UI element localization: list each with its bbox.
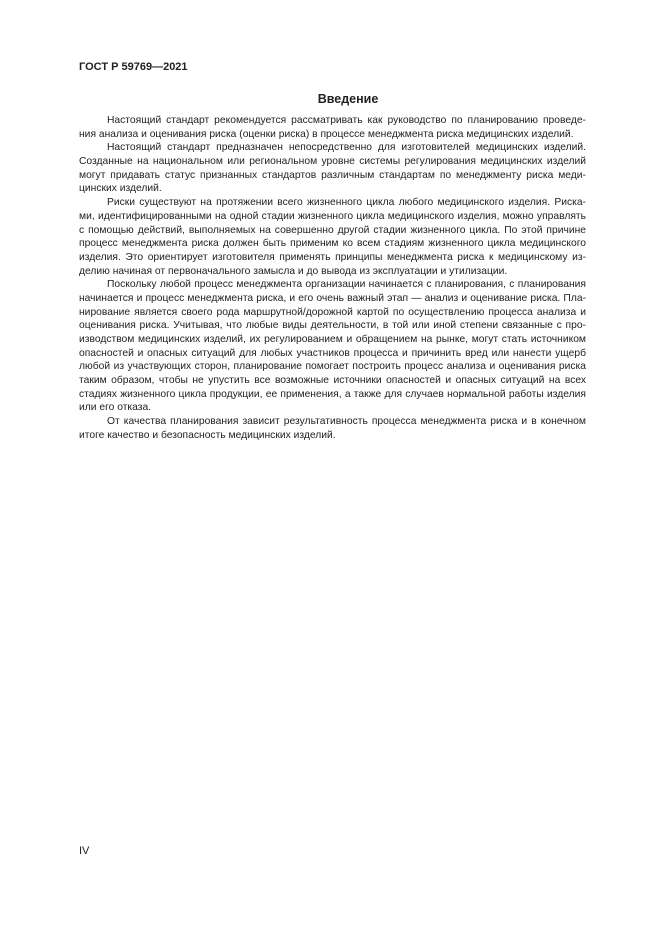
section-title: Введение xyxy=(317,92,379,106)
text-line: опасностей и опасных ситуаций для любых участников процесса и причинить вред или нанести ущерб xyxy=(79,347,586,359)
paragraph xyxy=(79,278,586,415)
document-code: ГОСТ Р 59769—2021 xyxy=(79,61,188,73)
text-line: ми, идентифицированными на одной стадии жизненного цикла медицинского изделия, можно управлять xyxy=(79,210,586,222)
text-line: могут придавать статус признанных стандартов различным стандартам по менеджменту риска меди- xyxy=(79,169,586,181)
text-line: цинских изделий. xyxy=(79,183,162,195)
text-line: От качества планирования зависит результативность процесса менеджмента риска и в конечном xyxy=(107,416,586,428)
text-line: ния анализа и оценивания риска (оценки риска) в процессе менеджмента риска медицинских изделий. xyxy=(79,128,574,140)
document-body xyxy=(79,114,586,443)
text-line: любой из участвующих сторон, планирование помогает построить процесс анализа и оценивания риска xyxy=(79,361,586,373)
text-line: Созданные на национальном или региональном уровне системы регулирования медицинских изделий xyxy=(79,156,586,168)
paragraph xyxy=(79,415,586,442)
text-line: делию начиная от первоначального замысла и до вывода из эксплуатации и утилизации. xyxy=(79,265,508,277)
paragraph xyxy=(79,141,586,196)
text-line: оценивания риска. Учитывая, что любые виды деятельности, в той или иной степени связанные с про- xyxy=(79,320,586,332)
text-line: изводством медицинских изделий, их регулированием и обращением на рынке, могут стать источником xyxy=(79,334,586,345)
text-line: стадиях жизненного цикла продукции, ее применения, а также для случаев нормальной работы изделия xyxy=(79,388,586,400)
page-number: IV xyxy=(79,845,90,857)
paragraph xyxy=(79,196,586,278)
text-line: таким образом, чтобы не упустить все возможные источники опасностей и опасных ситуаций на всех xyxy=(79,375,586,387)
text-line: или его отказа. xyxy=(79,402,152,414)
text-line: Настоящий стандарт рекомендуется рассматривать как руководство по планированию проведе- xyxy=(107,115,586,126)
text-line: с помощью действий, выполняемых на совершенно другой стадии жизненного цикла. По этой причине xyxy=(79,224,586,236)
text-line: итоге качество и безопасность медицинских изделий. xyxy=(79,429,336,441)
text-line: Риски существуют на протяжении всего жизненного цикла любого медицинского изделия. Риска- xyxy=(107,197,586,209)
paragraph xyxy=(79,114,586,141)
text-line: начинается и процесс менеджмента риска, и его очень важный этап — анализ и оценивание риска. Пла- xyxy=(79,292,586,304)
text-line: нирование является своего рода маршрутной/дорожной картой по осуществлению процесса анализа и xyxy=(79,306,586,318)
text-line: процесс менеджмента риска должен быть применим ко всем стадиям жизненного цикла медицинского xyxy=(79,238,586,250)
text-line: Поскольку любой процесс менеджмента организации начинается с планирования, с планирования xyxy=(107,279,586,291)
text-line: Настоящий стандарт предназначен непосредственно для изготовителей медицинских изделий. xyxy=(107,142,586,154)
text-line: изделия. Это ориентирует изготовителя применять принципы менеджмента риска к медицинскому из- xyxy=(79,251,586,263)
